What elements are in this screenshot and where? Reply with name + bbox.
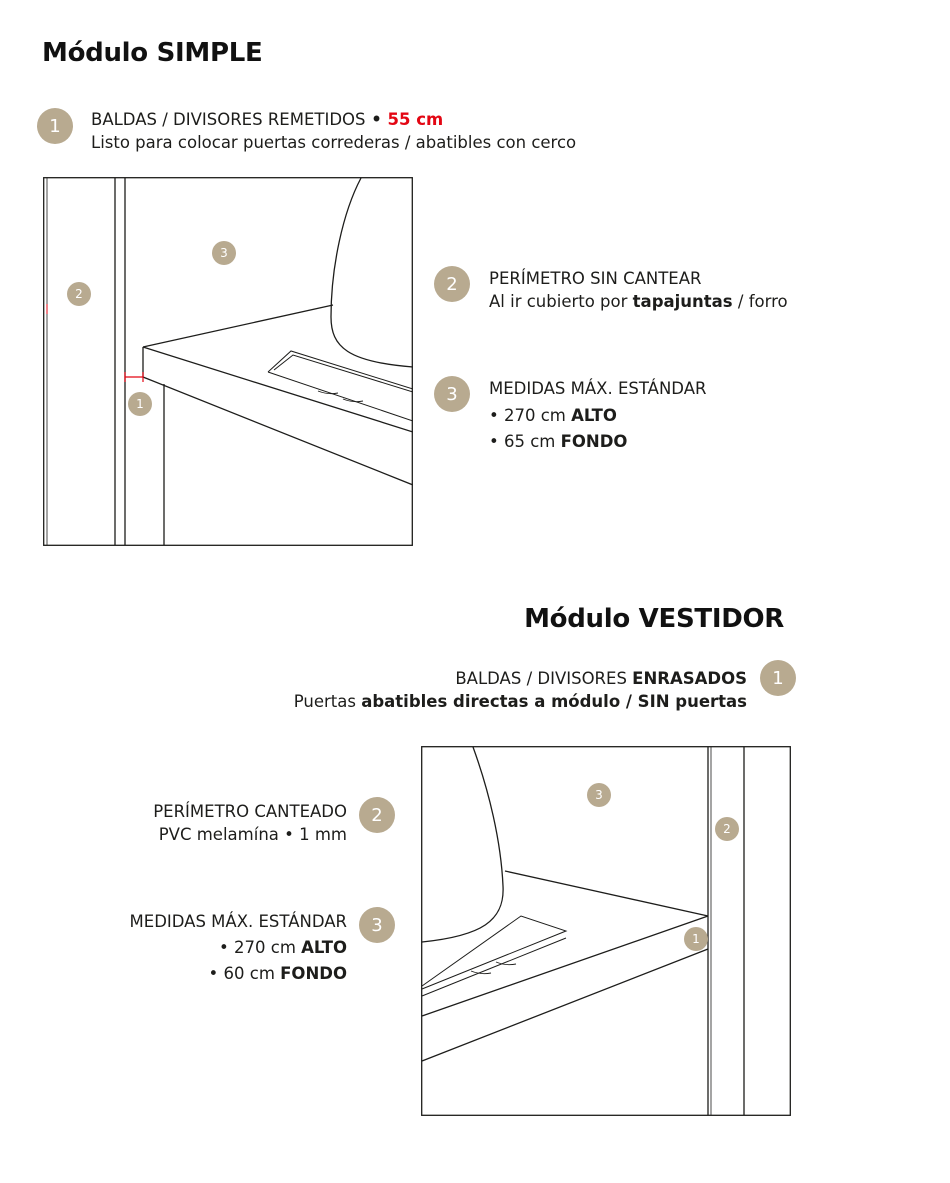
simple-item1-depth: 55 cm — [387, 110, 444, 129]
vestidor-item2-line2: PVC melamína • 1 mm — [158, 825, 347, 844]
simple-title: Módulo SIMPLE — [42, 38, 263, 68]
simple-diagram-label-1: 1 — [128, 392, 152, 416]
vestidor-item1-line1-b: ENRASADOS — [632, 669, 747, 688]
simple-item3-badge: 3 — [434, 376, 470, 412]
simple-item1-line2: Listo para colocar puertas correderas / abatibles con cerco — [91, 133, 577, 152]
simple-diagram-label-3: 3 — [212, 241, 236, 265]
vestidor-item1-line2-b: abatibles directas a módulo / SIN puertas — [361, 692, 747, 711]
simple-item2-line2 — [489, 290, 788, 314]
simple-item1-line1-text: BALDAS / DIVISORES REMETIDOS — [91, 110, 366, 129]
simple-item3-line3 — [489, 430, 627, 454]
vestidor-shelf-top — [505, 871, 708, 916]
vestidor-item3-line2 — [219, 936, 347, 960]
vestidor-item2-line1: PERÍMETRO CANTEADO — [153, 802, 347, 821]
vestidor-item3-line3-b: FONDO — [280, 964, 347, 983]
vestidor-diagram-label-1: 1 — [684, 927, 708, 951]
simple-item2-line1: PERÍMETRO SIN CANTEAR — [489, 269, 702, 288]
vestidor-item2-badge: 2 — [359, 797, 395, 833]
vestidor-item1-line1 — [455, 667, 747, 691]
simple-item3-line3-b: FONDO — [560, 432, 628, 451]
simple-item2-line2-b: tapajuntas — [632, 292, 733, 311]
simple-item1-separator: • — [365, 110, 388, 129]
simple-diagram — [43, 177, 413, 546]
vestidor-diagram-label-3: 3 — [587, 783, 611, 807]
vestidor-item3-line3-a: • 60 cm — [208, 964, 281, 983]
vestidor-item1-line2-a: Puertas — [293, 692, 362, 711]
vestidor-item1-line2 — [294, 690, 747, 714]
vestidor-item1-line1-a: BALDAS / DIVISORES — [455, 669, 633, 688]
simple-diagram-label-2: 2 — [67, 282, 91, 306]
simple-lamp-shape — [331, 178, 413, 367]
vestidor-title: Módulo VESTIDOR — [524, 604, 784, 634]
simple-item3-line3-a: • 65 cm — [489, 432, 561, 451]
simple-shelf-top — [143, 305, 333, 347]
vestidor-item3-line2-b: ALTO — [301, 938, 347, 957]
simple-item2-line2-a: Al ir cubierto por — [489, 292, 633, 311]
simple-item3-line2-b: ALTO — [571, 406, 617, 425]
vestidor-diagram-label-2: 2 — [715, 817, 739, 841]
simple-item3-line2 — [489, 404, 617, 428]
simple-tablet — [268, 351, 413, 421]
vestidor-item3-line2-a: • 270 cm — [219, 938, 302, 957]
vestidor-item3-line1: MEDIDAS MÁX. ESTÁNDAR — [129, 912, 347, 931]
vestidor-tablet — [422, 916, 566, 996]
vestidor-item3-badge: 3 — [359, 907, 395, 943]
simple-shelf-edge — [143, 347, 413, 485]
simple-frame — [44, 178, 413, 546]
simple-item3-line2-a: • 270 cm — [489, 406, 572, 425]
simple-item1-badge: 1 — [37, 108, 73, 144]
vestidor-item1-badge: 1 — [760, 660, 796, 696]
simple-item1-line1 — [91, 108, 443, 132]
simple-shelf-front — [143, 347, 413, 432]
simple-item2-line2-c: / forro — [732, 292, 788, 311]
simple-item3-line1: MEDIDAS MÁX. ESTÁNDAR — [489, 379, 707, 398]
simple-item2-badge: 2 — [434, 266, 470, 302]
vestidor-item3-line3 — [209, 962, 347, 986]
vestidor-lamp-shape — [422, 747, 503, 942]
vestidor-tablet-detail — [471, 962, 516, 974]
